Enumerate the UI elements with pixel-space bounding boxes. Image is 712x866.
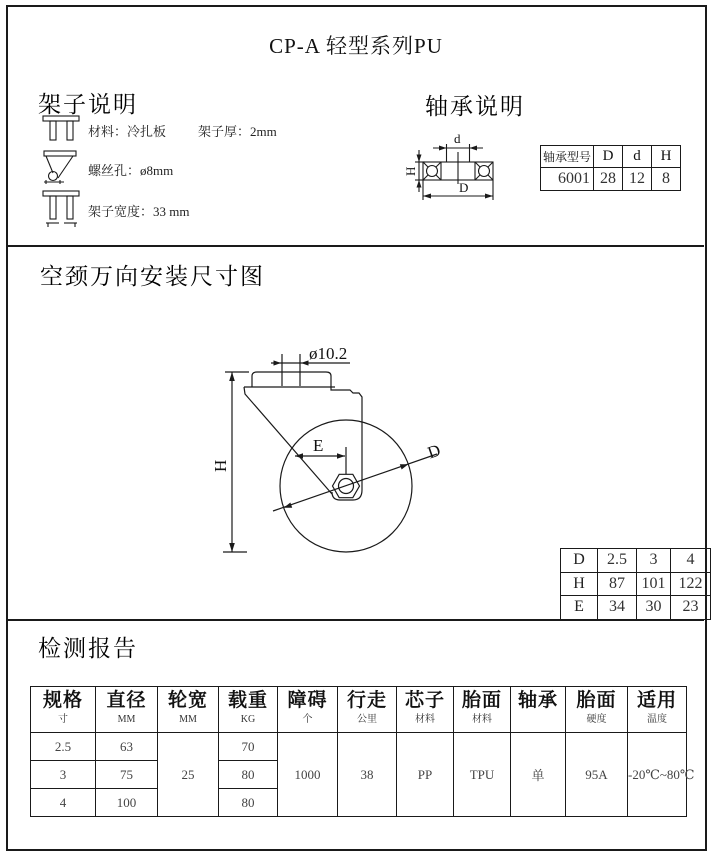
table-row <box>561 549 711 573</box>
cell-diameter: 75 <box>96 761 158 789</box>
cell-bearing: 单 <box>511 733 566 817</box>
table-row <box>541 146 681 168</box>
col-spec: 规格 寸 <box>31 687 96 733</box>
cell-tread-material: TPU <box>454 733 511 817</box>
dhe-cell: 34 <box>598 596 637 620</box>
cell-obstacle: 1000 <box>278 733 338 817</box>
frame-front-view-icon <box>42 190 84 230</box>
col-tread-hardness: 胎面 硬度 <box>566 687 628 733</box>
frame-side-view-icon <box>42 150 84 188</box>
dhe-cell: 23 <box>671 596 711 620</box>
bearing-col-H: H <box>652 146 681 168</box>
report-header-row <box>31 687 687 733</box>
col-tread-material: 胎面 材料 <box>454 687 511 733</box>
frame-screw-hole-label: 螺丝孔：ø8mm <box>88 162 174 178</box>
cell-tread-hardness: 95A <box>566 733 628 817</box>
bearing-col-model: 轴承型号 <box>541 146 594 168</box>
dim-D-label: D <box>425 440 443 463</box>
dhe-cell: 122 <box>671 572 711 596</box>
report-data-row <box>31 733 687 761</box>
bearing-dim-D-label: D <box>459 180 469 195</box>
frame-thickness-label: 架子厚：2mm <box>198 123 277 139</box>
frame-top-view-icon <box>42 115 84 145</box>
dhe-cell: 2.5 <box>598 549 637 573</box>
dhe-cell: 101 <box>637 572 671 596</box>
col-obstacle: 障碍 个 <box>278 687 338 733</box>
page-title: CP-A 轻型系列PU <box>269 34 443 58</box>
table-row <box>541 168 681 191</box>
cell-diameter: 100 <box>96 789 158 817</box>
col-load: 载重 KG <box>219 687 278 733</box>
frame-width-label: 架子宽度：33 mm <box>88 203 190 219</box>
install-section-heading: 空颈万向安装尺寸图 <box>40 264 265 289</box>
cell-load: 70 <box>219 733 278 761</box>
col-wheel-width: 轮宽 MM <box>158 687 219 733</box>
cell-load: 80 <box>219 789 278 817</box>
dhe-cell: D <box>561 549 598 573</box>
frame-item-width <box>42 190 189 230</box>
dim-E-label: E <box>313 436 324 455</box>
dhe-cell: 87 <box>598 572 637 596</box>
bearing-col-d: d <box>623 146 652 168</box>
dim-hole-label: ø10.2 <box>309 344 348 363</box>
table-row <box>561 596 711 620</box>
frame-item-screw-hole <box>42 150 173 188</box>
test-report-table <box>30 686 695 817</box>
cell-spec: 2.5 <box>31 733 96 761</box>
dim-H-label: H <box>211 459 230 472</box>
bearing-dim-H-label: H <box>403 166 418 176</box>
col-bearing: 轴承 <box>511 687 566 733</box>
dhe-cell: 4 <box>671 549 711 573</box>
dhe-cell: E <box>561 596 598 620</box>
bearing-H-value: 8 <box>652 168 681 191</box>
bearing-d-value: 12 <box>623 168 652 191</box>
cell-wheel-width: 25 <box>158 733 219 817</box>
col-temperature: 适用 温度 <box>628 687 687 733</box>
cell-temperature: -20℃~80℃ <box>628 733 687 817</box>
cell-distance: 38 <box>338 733 397 817</box>
cell-diameter: 63 <box>96 733 158 761</box>
bearing-model-value: 6001 <box>541 168 594 191</box>
cell-core-material: PP <box>397 733 454 817</box>
bearing-spec-table <box>540 145 681 191</box>
col-diameter: 直径 MM <box>96 687 158 733</box>
table-row <box>561 572 711 596</box>
bearing-col-D: D <box>594 146 623 168</box>
caster-drawing <box>185 330 485 595</box>
col-distance: 行走 公里 <box>338 687 397 733</box>
frame-item-material <box>42 115 277 145</box>
report-section-heading: 检测报告 <box>38 636 138 661</box>
dhe-cell: H <box>561 572 598 596</box>
bearing-D-value: 28 <box>594 168 623 191</box>
cell-load: 80 <box>219 761 278 789</box>
bearing-section-heading: 轴承说明 <box>425 94 525 119</box>
bearing-drawing <box>403 128 531 216</box>
frame-material-label: 材料：冷扎板 <box>88 123 167 139</box>
size-dimension-table <box>560 548 711 620</box>
cell-spec: 3 <box>31 761 96 789</box>
frame-section-heading: 架子说明 <box>38 92 138 117</box>
cell-spec: 4 <box>31 789 96 817</box>
bearing-dim-d-label: d <box>454 131 461 146</box>
section-divider-top <box>8 245 704 247</box>
dhe-cell: 30 <box>637 596 671 620</box>
dhe-cell: 3 <box>637 549 671 573</box>
col-core-material: 芯子 材料 <box>397 687 454 733</box>
